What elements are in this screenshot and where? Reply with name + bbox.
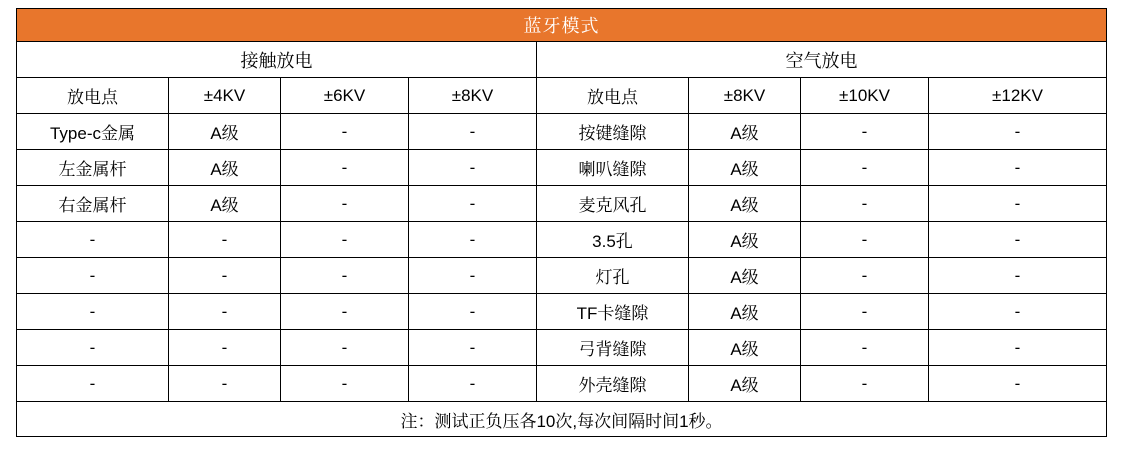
group-header-air-discharge: 空气放电 [537,42,1107,78]
cell: - [409,150,537,186]
cell: TF卡缝隙 [537,294,689,330]
table-note: 注：测试正负压各10次,每次间隔时间1秒。 [17,402,1107,437]
cell: A级 [689,150,801,186]
cell: - [409,258,537,294]
cell: - [169,330,281,366]
cell: 麦克风孔 [537,186,689,222]
cell: - [929,294,1107,330]
cell: - [801,186,929,222]
column-header-4kv: ±4KV [169,78,281,114]
cell: A级 [169,150,281,186]
cell: - [281,150,409,186]
table-row [17,150,1107,186]
cell: - [929,186,1107,222]
esd-results-table [16,8,1107,437]
cell: - [929,222,1107,258]
cell: - [281,294,409,330]
cell: - [281,366,409,402]
cell: 喇叭缝隙 [537,150,689,186]
cell: - [17,330,169,366]
cell: Type-c金属 [17,114,169,150]
cell: - [409,114,537,150]
cell: 外壳缝隙 [537,366,689,402]
cell: A级 [169,186,281,222]
cell: 3.5孔 [537,222,689,258]
cell: - [169,366,281,402]
cell: 右金属杆 [17,186,169,222]
table-row [17,258,1107,294]
cell: - [929,366,1107,402]
cell: - [801,330,929,366]
cell: - [801,258,929,294]
column-header-row [17,78,1107,114]
cell: - [801,222,929,258]
table-row [17,186,1107,222]
cell: 左金属杆 [17,150,169,186]
cell: A级 [689,114,801,150]
cell: - [409,294,537,330]
cell: - [409,222,537,258]
cell: - [929,150,1107,186]
column-header-discharge-point-air: 放电点 [537,78,689,114]
cell: - [17,258,169,294]
cell: A级 [689,222,801,258]
cell: - [169,258,281,294]
column-header-10kv: ±10KV [801,78,929,114]
cell: - [281,114,409,150]
cell: 按键缝隙 [537,114,689,150]
table-row [17,330,1107,366]
cell: - [801,150,929,186]
column-header-6kv: ±6KV [281,78,409,114]
cell: A级 [689,294,801,330]
cell: A级 [689,330,801,366]
cell: A级 [689,366,801,402]
cell: 灯孔 [537,258,689,294]
cell: - [929,258,1107,294]
cell: - [281,330,409,366]
table-title-row [17,9,1107,42]
esd-test-sheet [16,8,1106,437]
cell: - [801,294,929,330]
table-row [17,114,1107,150]
cell: - [929,330,1107,366]
table-title: 蓝牙模式 [17,9,1107,42]
cell: - [169,294,281,330]
cell: A级 [689,258,801,294]
cell: - [281,186,409,222]
cell: - [801,114,929,150]
group-header-contact-discharge: 接触放电 [17,42,537,78]
column-header-8kv-air: ±8KV [689,78,801,114]
cell: 弓背缝隙 [537,330,689,366]
cell: - [409,366,537,402]
cell: - [169,222,281,258]
cell: - [409,186,537,222]
cell: - [17,222,169,258]
column-header-12kv: ±12KV [929,78,1107,114]
column-header-8kv-contact: ±8KV [409,78,537,114]
cell: A级 [689,186,801,222]
column-header-discharge-point-contact: 放电点 [17,78,169,114]
cell: - [281,222,409,258]
table-row [17,294,1107,330]
cell: - [929,114,1107,150]
cell: - [17,294,169,330]
cell: - [801,366,929,402]
note-row [17,402,1107,437]
cell: - [409,330,537,366]
cell: - [281,258,409,294]
cell: - [17,366,169,402]
group-header-row [17,42,1107,78]
table-row [17,366,1107,402]
cell: A级 [169,114,281,150]
table-row [17,222,1107,258]
